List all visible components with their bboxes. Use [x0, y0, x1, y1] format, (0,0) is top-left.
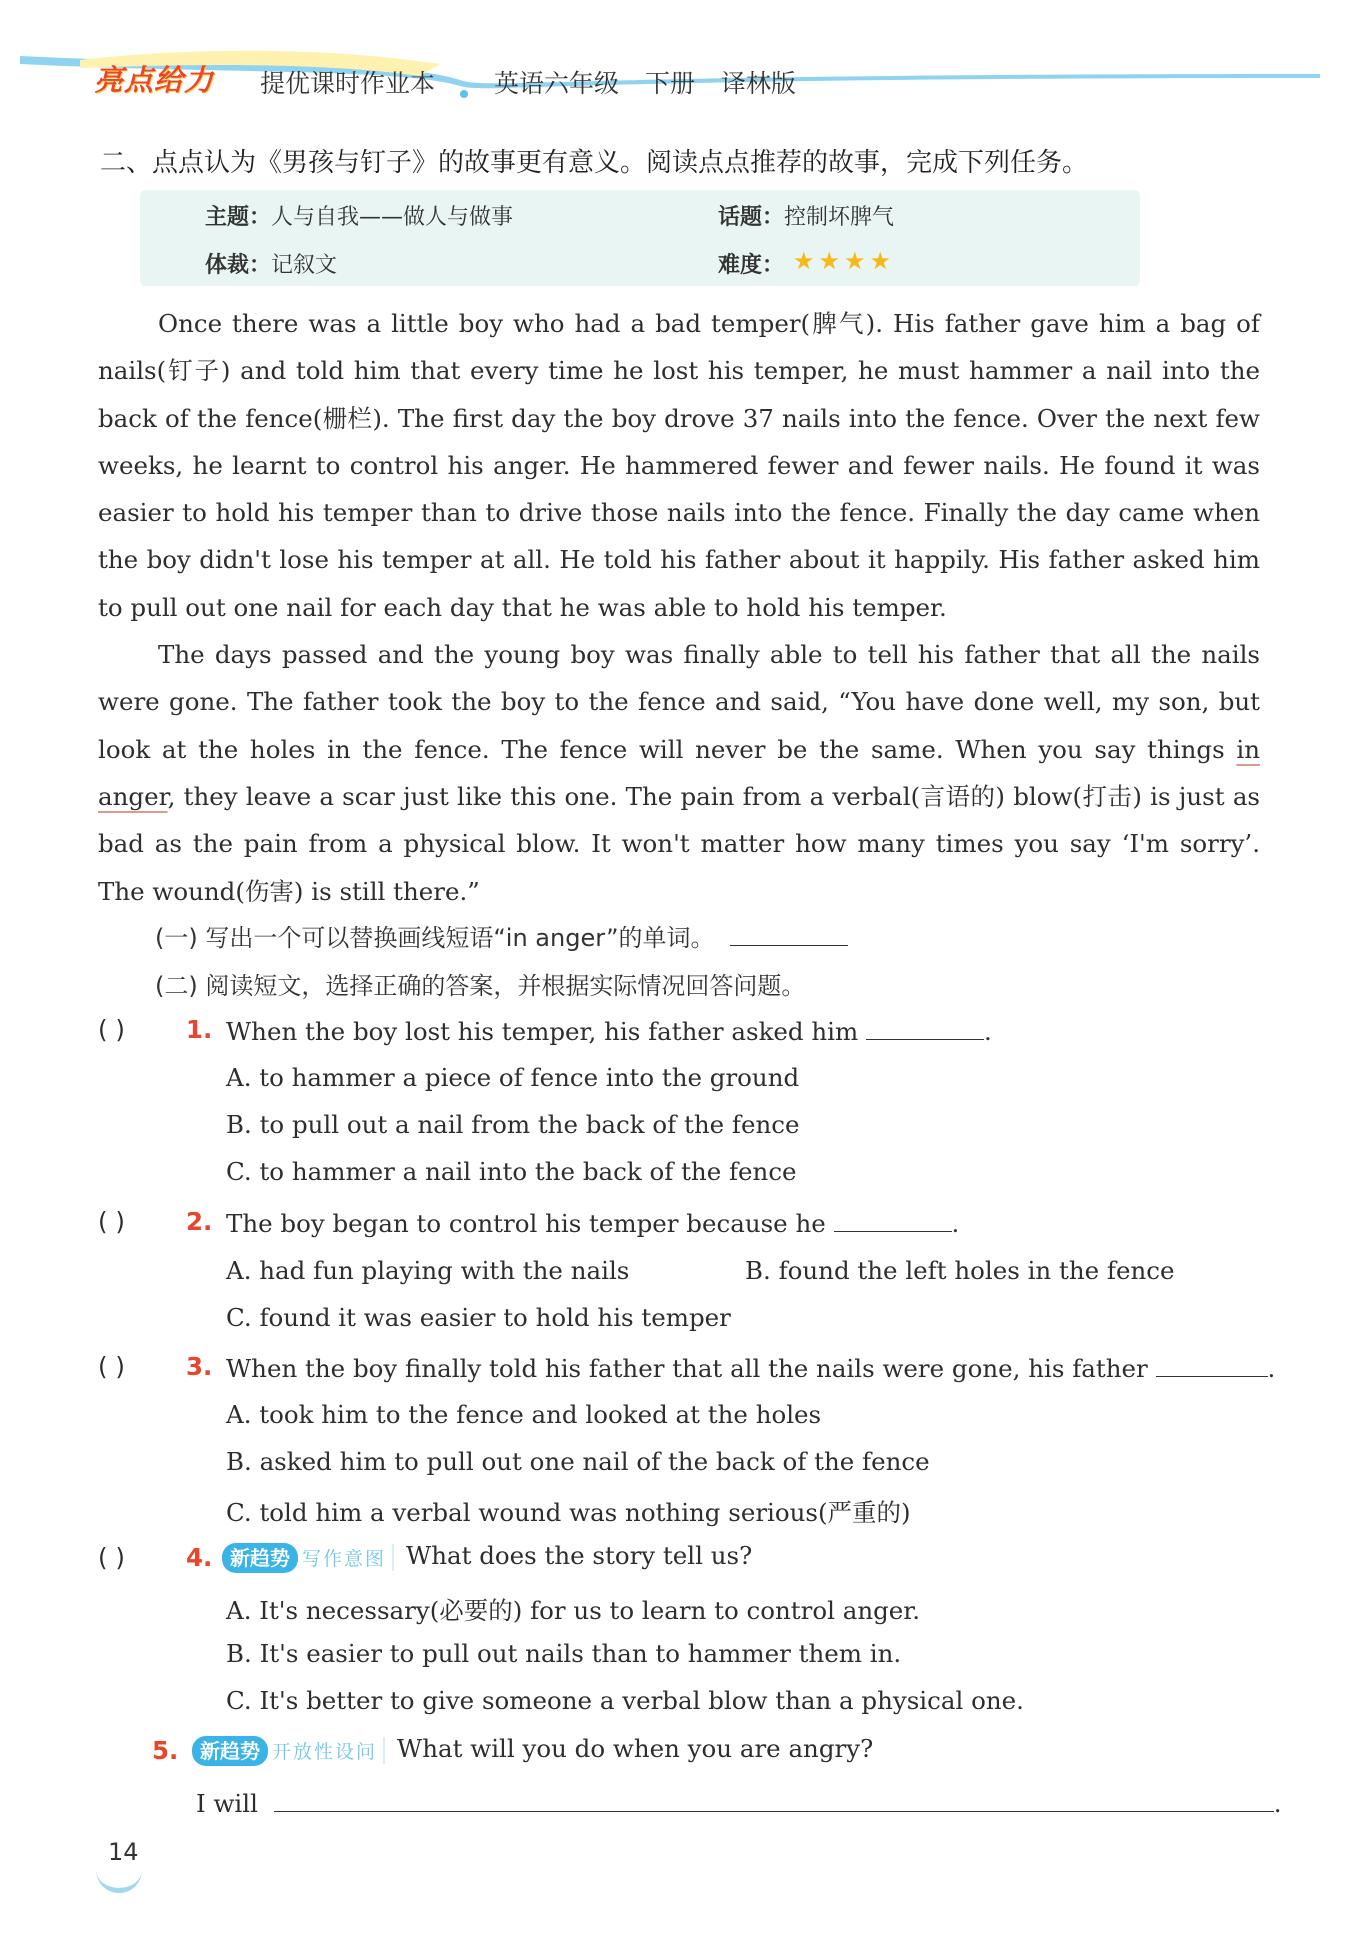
option[interactable]: A. took him to the fence and looked at the holes: [226, 1400, 822, 1429]
passage-p2-part-a: The days passed and the young boy was finally able to tell his father that all the nails were gone. The father took the boy to the fence and said, “You have done well, my son, but look at the holes in the fence. The fence will never be the same. When you say things: [98, 640, 1260, 764]
task-1-blank[interactable]: [730, 921, 848, 946]
new-trend-tag: 新趋势: [192, 1736, 268, 1766]
question-text: What does the story tell us?: [406, 1541, 753, 1570]
answer-paren-3[interactable]: ( ): [98, 1352, 125, 1381]
question-blank[interactable]: [1156, 1352, 1268, 1377]
page-number: 14: [108, 1838, 139, 1866]
question-3: ( ) 3. When the boy finally told his father that all the nails were gone, his father .: [98, 1352, 1276, 1383]
answer-prefix: I will: [196, 1789, 258, 1818]
question-number: 5.: [152, 1736, 179, 1765]
answer-paren-1[interactable]: ( ): [98, 1015, 125, 1044]
answer-blank[interactable]: [274, 1787, 1274, 1812]
topic-value: 控制坏脾气: [784, 205, 895, 230]
header-dot-icon: [460, 90, 468, 98]
answer-paren-4[interactable]: ( ): [98, 1543, 125, 1572]
option[interactable]: B. asked him to pull out one nail of the back of the fence: [226, 1447, 930, 1476]
grade-info: 英语六年级 下册 译林版: [494, 69, 796, 98]
option[interactable]: A. It's necessary(必要的) for us to learn to control anger.: [226, 1596, 921, 1625]
option[interactable]: A. to hammer a piece of fence into the ground: [226, 1063, 800, 1092]
question-number: 3.: [186, 1352, 213, 1381]
topic-info: [718, 200, 894, 231]
question-1: ( ) 1. When the boy lost his temper, his father asked him .: [98, 1015, 992, 1046]
theme-info: [205, 200, 513, 231]
page-number-arc: [96, 1862, 142, 1893]
option[interactable]: A. had fun playing with the nails: [226, 1256, 630, 1285]
genre-info: [205, 248, 337, 279]
option[interactable]: C. found it was easier to hold his temper: [226, 1303, 731, 1332]
tag-subtitle: 写作意图: [302, 1544, 394, 1571]
question-5: [152, 1736, 1252, 1772]
question-text: When the boy lost his temper, his father asked him: [226, 1017, 859, 1046]
difficulty-info: [718, 248, 784, 279]
genre-value: 记叙文: [271, 253, 338, 278]
new-trend-tag: 新趋势: [222, 1543, 298, 1573]
task-2: (二) 阅读短文，选择正确的答案，并根据实际情况回答问题。: [155, 972, 806, 1000]
question-blank[interactable]: [866, 1015, 984, 1040]
question-blank[interactable]: [834, 1207, 952, 1232]
passage-paragraph-1: Once there was a little boy who had a bad temper(脾气). His father gave him a bag of nails(钉子) and told him that every time he lost his temper, he must hammer a nail into the back of the fence(栅栏). The first day the boy drove 37 nails into the fence. Over the next few weeks, he learnt to control his anger. He hammered fewer and fewer nails. He found it was easier to hold his temper than to drive those nails into the fence. Finally the day came when the boy didn't lose his temper at all. He told his father about it happily. His father asked him to pull out one nail for each day that he was able to hold his temper.: [98, 309, 1260, 622]
brand-logo: 亮点给力: [94, 63, 215, 97]
option[interactable]: C. It's better to give someone a verbal blow than a physical one.: [226, 1686, 1024, 1715]
question-number: 1.: [186, 1015, 213, 1044]
option[interactable]: B. It's easier to pull out nails than to hammer them in.: [226, 1639, 902, 1668]
answer-paren-2[interactable]: ( ): [98, 1207, 125, 1236]
task-1: [155, 918, 848, 953]
book-subtitle: 提优课时作业本: [260, 69, 436, 98]
genre-label: 体裁：: [205, 253, 272, 278]
question-2: ( ) 2. The boy began to control his temper because he .: [98, 1207, 960, 1238]
question-number: 4.: [186, 1543, 213, 1572]
tag-subtitle: 开放性设问: [272, 1737, 385, 1764]
question-4: [98, 1543, 1258, 1579]
option[interactable]: B. to pull out a nail from the back of the fence: [226, 1110, 800, 1139]
question-text: The boy began to control his temper because he: [226, 1209, 826, 1238]
difficulty-label: 难度：: [718, 253, 785, 278]
option[interactable]: B. found the left holes in the fence: [745, 1256, 1175, 1285]
difficulty-stars-icon: ★★★★: [793, 247, 896, 275]
topic-label: 话题：: [718, 205, 785, 230]
question-text: What will you do when you are angry?: [397, 1734, 874, 1763]
reading-passage: [98, 300, 1260, 915]
theme-value: 人与自我——做人与做事: [271, 205, 514, 230]
section-title: 二、点点认为《男孩与钉子》的故事更有意义。阅读点点推荐的故事，完成下列任务。: [100, 148, 1089, 178]
underlined-phrase: in anger: [98, 734, 1260, 811]
option[interactable]: C. to hammer a nail into the back of the fence: [226, 1157, 797, 1186]
passage-paragraph-2: [98, 631, 1260, 915]
question-number: 2.: [186, 1207, 213, 1236]
task-1-text: (一) 写出一个可以替换画线短语“in anger”的单词。: [155, 924, 715, 952]
passage-p2-part-b: , they leave a scar just like this one. The pain from a verbal(言语的) blow(打击) is just as bad as the pain from a physical blow. It won't matter how many times you say ‘I'm sorry’. The wound(伤害) is still there.”: [98, 781, 1260, 906]
theme-label: 主题：: [205, 205, 272, 230]
option[interactable]: C. told him a verbal wound was nothing serious(严重的): [226, 1498, 911, 1527]
question-text: When the boy finally told his father that all the nails were gone, his father: [226, 1354, 1148, 1383]
answer-line: I will .: [196, 1789, 1282, 1818]
